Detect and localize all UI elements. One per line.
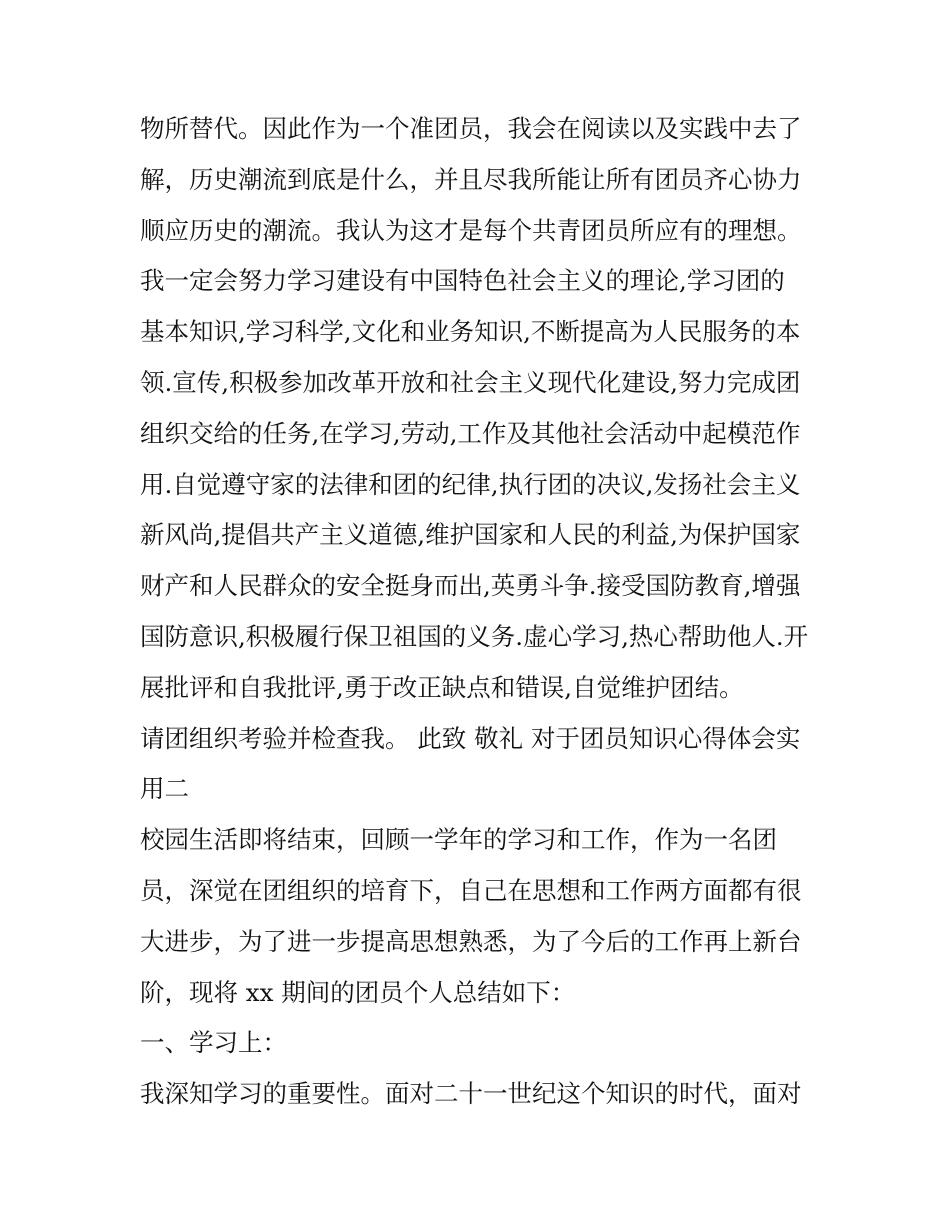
text-line: 大进步，为了进一步提高思想熟悉，为了今后的工作再上新台 <box>140 926 802 956</box>
text-line: 请团组织考验并检查我。 此致 敬礼 对于团员知识心得体会实 <box>140 723 801 753</box>
text-line: 新风尚,提倡共产主义道德,维护国家和人民的利益,为保护国家 <box>140 520 801 550</box>
text-line: 顺应历史的潮流。我认为这才是每个共青团员所应有的理想。 <box>140 215 802 245</box>
text-line: 财产和人民群众的安全挺身而出,英勇斗争.接受国防教育,增强 <box>140 571 801 601</box>
text-line: 校园生活即将结束，回顾一学年的学习和工作，作为一名团 <box>140 825 777 855</box>
text-line: 我一定会努力学习建设有中国特色社会主义的理论,学习团的 <box>140 266 785 296</box>
text-line: 基本知识,学习科学,文化和业务知识,不断提高为人民服务的本 <box>140 317 801 347</box>
text-line: 领.宣传,积极参加改革开放和社会主义现代化建设,努力完成团 <box>140 367 801 397</box>
text-line: 国防意识,积极履行保卫祖国的义务.虚心学习,热心帮助他人.开 <box>140 621 809 651</box>
text-line: 物所替代。因此作为一个准团员，我会在阅读以及实践中去了 <box>140 114 802 143</box>
text-line: 用二 <box>140 774 189 804</box>
text-line: 员，深觉在团组织的培育下，自己在思想和工作两方面都有很 <box>140 875 802 905</box>
text-line: 展批评和自我批评,勇于改正缺点和错误,自觉维护团结。 <box>140 672 744 702</box>
text-line: 阶，现将 xx 期间的团员个人总结如下： <box>140 977 576 1007</box>
text-line: 组织交给的任务,在学习,劳动,工作及其他社会活动中起模范作 <box>140 418 801 448</box>
document-body <box>140 104 830 1120</box>
section-heading: 一、学习上： <box>140 1028 287 1058</box>
text-line: 用.自觉遵守家的法律和团的纪律,执行团的决议,发扬社会主义 <box>140 469 801 499</box>
text-line: 解，历史潮流到底是什么，并且尽我所能让所有团员齐心协力 <box>140 164 802 194</box>
text-line: 我深知学习的重要性。面对二十一世纪这个知识的时代，面对 <box>140 1079 802 1109</box>
